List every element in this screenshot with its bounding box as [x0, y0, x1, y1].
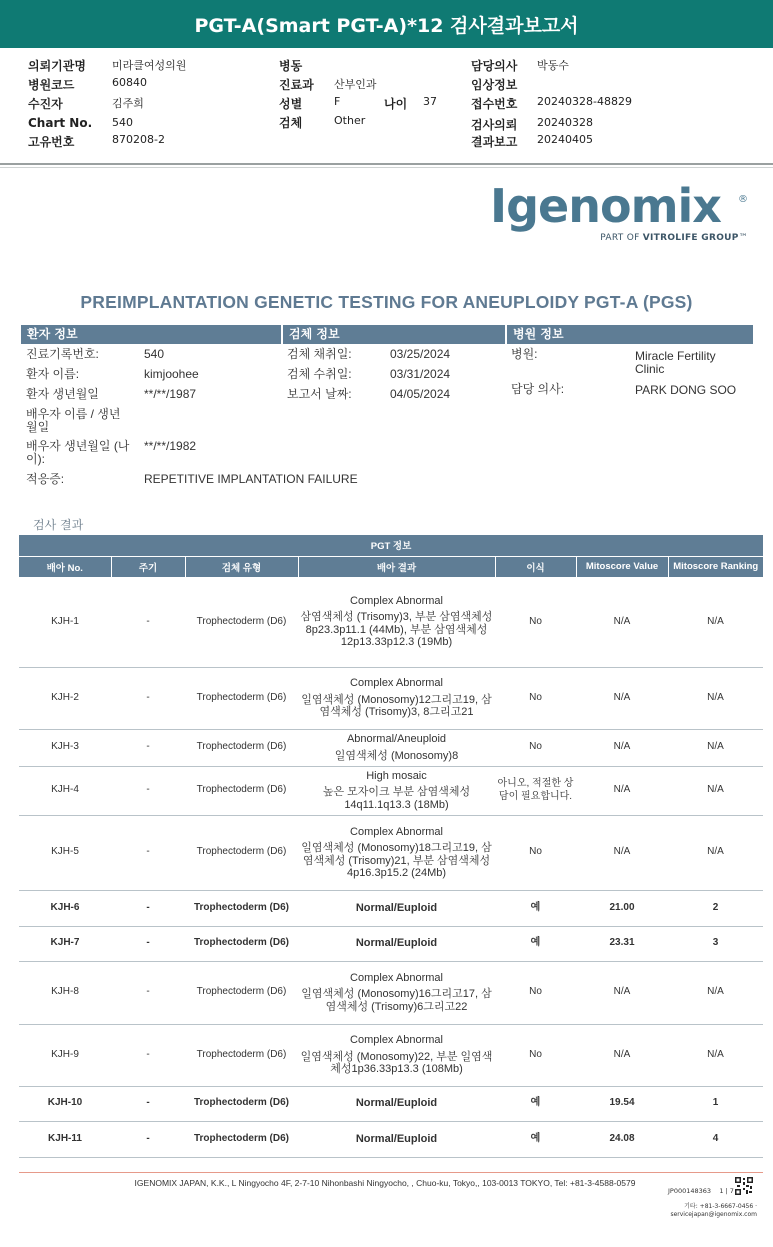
result-headline: Abnormal/Aneuploid — [346, 733, 447, 745]
table-row — [19, 1121, 763, 1157]
embryo-id: KJH-8 — [19, 961, 111, 1024]
embryo-sample-type: Trophectoderm (D6) — [185, 815, 298, 890]
embryo-result — [298, 729, 495, 766]
embryo-id: KJH-5 — [19, 815, 111, 890]
embryo-result — [298, 961, 495, 1024]
embryo-id: KJH-9 — [19, 1024, 111, 1086]
col-transfer: 이식 — [495, 556, 576, 577]
embryo-sample-type: Trophectoderm (D6) — [185, 1121, 298, 1157]
received-date-value: 03/31/2024 — [390, 367, 451, 381]
col-cycle: 주기 — [111, 556, 185, 577]
document-id: JP000148363 1 | 7 — [668, 1187, 734, 1195]
result-detail: 일염색체성 (Monosomy)12그리고19, 삼염색체성 (Trisomy)3, 8그리고21 — [301, 693, 492, 719]
embryo-result — [298, 577, 495, 667]
mitoscore-value: 21.00 — [576, 890, 668, 926]
embryo-cycle: - — [111, 1121, 185, 1157]
chart-no-value: 540 — [112, 116, 133, 129]
result-detail: 삼염색체성 (Trisomy)3, 부분 삼염색체성8p23.3p11.1 (44Mb), 부분 삼염색체성12p13.33p12.3 (19Mb) — [300, 611, 493, 649]
table-row — [19, 667, 763, 729]
embryo-sample-type: Trophectoderm (D6) — [185, 729, 298, 766]
mitoscore-ranking: 2 — [668, 890, 763, 926]
embryo-cycle: - — [111, 667, 185, 729]
specimen-info-header: 검체 정보 — [283, 325, 505, 344]
embryo-id: KJH-6 — [19, 890, 111, 926]
embryo-cycle: - — [111, 926, 185, 961]
test-request-label: 검사의뢰 — [471, 118, 518, 132]
patient-label: 수진자 — [28, 97, 63, 111]
hospital-code-value: 60840 — [112, 76, 147, 89]
result-report-label: 결과보고 — [471, 135, 518, 149]
result-headline: High mosaic — [366, 769, 427, 782]
physician-value: 박동수 — [537, 59, 569, 72]
embryo-id: KJH-7 — [19, 926, 111, 961]
mitoscore-value: N/A — [576, 961, 668, 1024]
patient-name-value: kimjoohee — [144, 367, 199, 381]
table-row — [19, 577, 763, 667]
department-label: 진료과 — [279, 78, 314, 92]
embryo-result — [298, 667, 495, 729]
table-row — [19, 961, 763, 1024]
mitoscore-ranking: 4 — [668, 1121, 763, 1157]
mitoscore-value: 24.08 — [576, 1121, 668, 1157]
report-date-label: 보고서 날짜: — [287, 387, 352, 401]
embryo-transfer: 예 — [495, 1121, 576, 1157]
mitoscore-value: N/A — [576, 815, 668, 890]
mitoscore-ranking: N/A — [668, 766, 763, 815]
report-header — [0, 56, 773, 156]
mitoscore-value: N/A — [576, 766, 668, 815]
col-mitoscore-value: Mitoscore Value — [576, 556, 668, 577]
report-title-bar — [0, 0, 773, 48]
result-headline: Complex Abnormal — [350, 677, 443, 690]
test-request-value: 20240328 — [537, 116, 593, 129]
report-date-value: 04/05/2024 — [390, 387, 451, 401]
requesting-institution-value: 미라클여성의원 — [112, 59, 187, 72]
mitoscore-ranking: N/A — [668, 577, 763, 667]
indication-label: 적응증: — [26, 472, 65, 486]
embryo-id: KJH-1 — [19, 577, 111, 667]
age-label: 나이 — [384, 97, 408, 111]
table-row — [19, 1024, 763, 1086]
clinical-info-label: 임상정보 — [471, 78, 518, 92]
result-headline: Complex Abnormal — [350, 971, 443, 984]
patient-info-header: 환자 정보 — [21, 325, 281, 344]
logo-registered-mark: ® — [738, 194, 748, 205]
embryo-id: KJH-3 — [19, 729, 111, 766]
doctor-label: 담당 의사: — [511, 382, 565, 396]
igenomix-logo — [490, 180, 752, 250]
embryo-result — [298, 926, 495, 961]
pgt-info-header: PGT 정보 — [19, 535, 763, 556]
sex-value: F — [334, 95, 341, 108]
col-embryo-no: 배아 No. — [19, 556, 111, 577]
result-headline: Normal/Euploid — [355, 1097, 438, 1110]
embryo-cycle: - — [111, 1024, 185, 1086]
ward-label: 병동 — [279, 59, 303, 73]
footer-address: IGENOMIX JAPAN, K.K., L Ningyocho 4F, 2-7-10 Nihonbashi Ningyocho, , Chuo-ku, Tokyo,, 103-0013 TOKYO, Tel: +81-3-4588-0579 — [134, 1178, 636, 1188]
embryo-transfer: No — [495, 1024, 576, 1086]
spouse-name-label: 배우자 이름 / 생년월일 — [26, 407, 121, 434]
mitoscore-ranking: N/A — [668, 961, 763, 1024]
chart-record-value: 540 — [144, 347, 165, 361]
result-headline: Complex Abnormal — [350, 1034, 443, 1047]
mitoscore-value: 23.31 — [576, 926, 668, 961]
chart-no-label: Chart No. — [28, 116, 93, 130]
embryo-cycle: - — [111, 729, 185, 766]
header-divider — [0, 163, 773, 165]
embryo-result — [298, 1086, 495, 1121]
spouse-dob-value: **/**/1982 — [144, 439, 197, 453]
embryo-id: KJH-11 — [19, 1121, 111, 1157]
embryo-id: KJH-2 — [19, 667, 111, 729]
footer-contact: 기타: +81-3-6667-0456 · servicejapan@igenomix.com — [670, 1203, 757, 1218]
table-row — [19, 926, 763, 961]
embryo-result — [298, 815, 495, 890]
mitoscore-ranking: 3 — [668, 926, 763, 961]
embryo-result — [298, 766, 495, 815]
requesting-institution-label: 의뢰기관명 — [28, 59, 86, 73]
unique-no-label: 고유번호 — [28, 135, 75, 149]
result-detail: 일염색체성 (Monosomy)16그리고17, 삼염색체성 (Trisomy)6그리고22 — [301, 988, 492, 1013]
embryo-result — [298, 890, 495, 926]
collected-date-label: 검체 채취일: — [287, 347, 352, 361]
result-detail: 일염색체성 (Monosomy)8 — [334, 749, 459, 762]
mitoscore-value: N/A — [576, 577, 668, 667]
unique-no-value: 870208-2 — [112, 133, 165, 146]
table-row — [19, 1086, 763, 1121]
specimen-label: 검체 — [279, 116, 303, 130]
hospital-label: 병원: — [511, 347, 538, 361]
table-row — [19, 890, 763, 926]
embryo-result — [298, 1121, 495, 1157]
embryo-id: KJH-4 — [19, 766, 111, 815]
embryo-sample-type: Trophectoderm (D6) — [185, 926, 298, 961]
main-title: PREIMPLANTATION GENETIC TESTING FOR ANEUPLOIDY PGT-A (PGS) — [80, 292, 693, 312]
accession-value: 20240328-48829 — [537, 95, 632, 108]
logo-wordmark: Igenomix — [490, 179, 721, 233]
result-report-value: 20240405 — [537, 133, 593, 146]
hospital-code-label: 병원코드 — [28, 78, 75, 92]
hospital-value: Miracle Fertility Clinic — [635, 349, 716, 376]
mitoscore-ranking: N/A — [668, 1024, 763, 1086]
result-headline: Complex Abnormal — [350, 825, 443, 838]
embryo-transfer: No — [495, 961, 576, 1024]
result-detail: 일염색체성 (Monosomy)18그리고19, 삼염색체성 (Trisomy)21, 부분 삼염색체성4p16.3p15.2 (24Mb) — [301, 842, 492, 879]
col-embryo-result: 배아 결과 — [298, 556, 495, 577]
result-headline: Normal/Euploid — [355, 937, 438, 950]
patient-name-label: 환자 이름: — [26, 367, 80, 381]
embryo-result — [298, 1024, 495, 1086]
received-date-label: 검체 수취일: — [287, 367, 352, 381]
embryo-sample-type: Trophectoderm (D6) — [185, 766, 298, 815]
physician-label: 담당의사 — [471, 59, 518, 73]
mitoscore-ranking: N/A — [668, 815, 763, 890]
mitoscore-value: N/A — [576, 1024, 668, 1086]
table-row — [19, 766, 763, 815]
embryo-transfer: No — [495, 667, 576, 729]
mitoscore-value: N/A — [576, 729, 668, 766]
qr-code-icon — [734, 1176, 754, 1196]
patient-dob-label: 환자 생년월일 — [26, 387, 99, 401]
embryo-sample-type: Trophectoderm (D6) — [185, 577, 298, 667]
pgt-results-table — [19, 535, 763, 1158]
page-number: 1 | 7 — [719, 1187, 734, 1195]
results-section-label: 검사 결과 — [33, 518, 84, 532]
hospital-info-header: 병원 정보 — [507, 325, 753, 344]
age-value: 37 — [423, 95, 437, 108]
embryo-id: KJH-10 — [19, 1086, 111, 1121]
logo-subtitle: PART OF VITROLIFE GROUP™ — [600, 233, 748, 243]
embryo-cycle: - — [111, 577, 185, 667]
table-row — [19, 729, 763, 766]
result-headline: Complex Abnormal — [350, 594, 443, 607]
indication-value: REPETITIVE IMPLANTATION FAILURE — [144, 472, 358, 486]
mitoscore-value: 19.54 — [576, 1086, 668, 1121]
embryo-transfer: 예 — [495, 926, 576, 961]
embryo-sample-type: Trophectoderm (D6) — [185, 961, 298, 1024]
embryo-cycle: - — [111, 1086, 185, 1121]
embryo-cycle: - — [111, 815, 185, 890]
accession-label: 접수번호 — [471, 97, 518, 111]
embryo-sample-type: Trophectoderm (D6) — [185, 667, 298, 729]
embryo-sample-type: Trophectoderm (D6) — [185, 1086, 298, 1121]
embryo-transfer: 예 — [495, 890, 576, 926]
mitoscore-ranking: 1 — [668, 1086, 763, 1121]
result-headline: Normal/Euploid — [355, 1132, 438, 1145]
specimen-value: Other — [334, 114, 366, 127]
embryo-transfer: 예 — [495, 1086, 576, 1121]
mitoscore-ranking: N/A — [668, 667, 763, 729]
patient-value: 김주희 — [112, 97, 144, 110]
embryo-sample-type: Trophectoderm (D6) — [185, 1024, 298, 1086]
embryo-cycle: - — [111, 766, 185, 815]
department-value: 산부인과 — [334, 78, 377, 91]
col-mitoscore-ranking: Mitoscore Ranking — [668, 556, 763, 577]
patient-dob-value: **/**/1987 — [144, 387, 197, 401]
embryo-cycle: - — [111, 961, 185, 1024]
sex-label: 성별 — [279, 97, 303, 111]
collected-date-value: 03/25/2024 — [390, 347, 451, 361]
embryo-transfer: No — [495, 729, 576, 766]
mitoscore-value: N/A — [576, 667, 668, 729]
doctor-value: PARK DONG SOO — [635, 383, 737, 397]
chart-record-label: 진료기록번호: — [26, 347, 99, 361]
footer-divider — [19, 1172, 763, 1173]
table-row — [19, 815, 763, 890]
mitoscore-ranking: N/A — [668, 729, 763, 766]
header-divider-thin — [0, 167, 773, 168]
embryo-transfer: No — [495, 815, 576, 890]
embryo-transfer: No — [495, 577, 576, 667]
report-title: PGT-A(Smart PGT-A)*12 검사결과보고서 — [194, 14, 579, 37]
embryo-transfer: 아니오, 적절한 상담이 필요합니다. — [495, 766, 576, 815]
spouse-dob-label: 배우자 생년월일 (나이): — [26, 439, 130, 466]
result-headline: Normal/Euploid — [355, 901, 438, 914]
result-detail: 일염색체성 (Monosomy)22, 부분 일염색체성1p36.33p13.3 (108Mb) — [300, 1050, 493, 1076]
embryo-sample-type: Trophectoderm (D6) — [185, 890, 298, 926]
result-detail: 높은 모자이크 부분 삼염색체성14q11.1q13.3 (18Mb) — [322, 786, 471, 811]
embryo-cycle: - — [111, 890, 185, 926]
col-sample-type: 검체 유형 — [185, 556, 298, 577]
